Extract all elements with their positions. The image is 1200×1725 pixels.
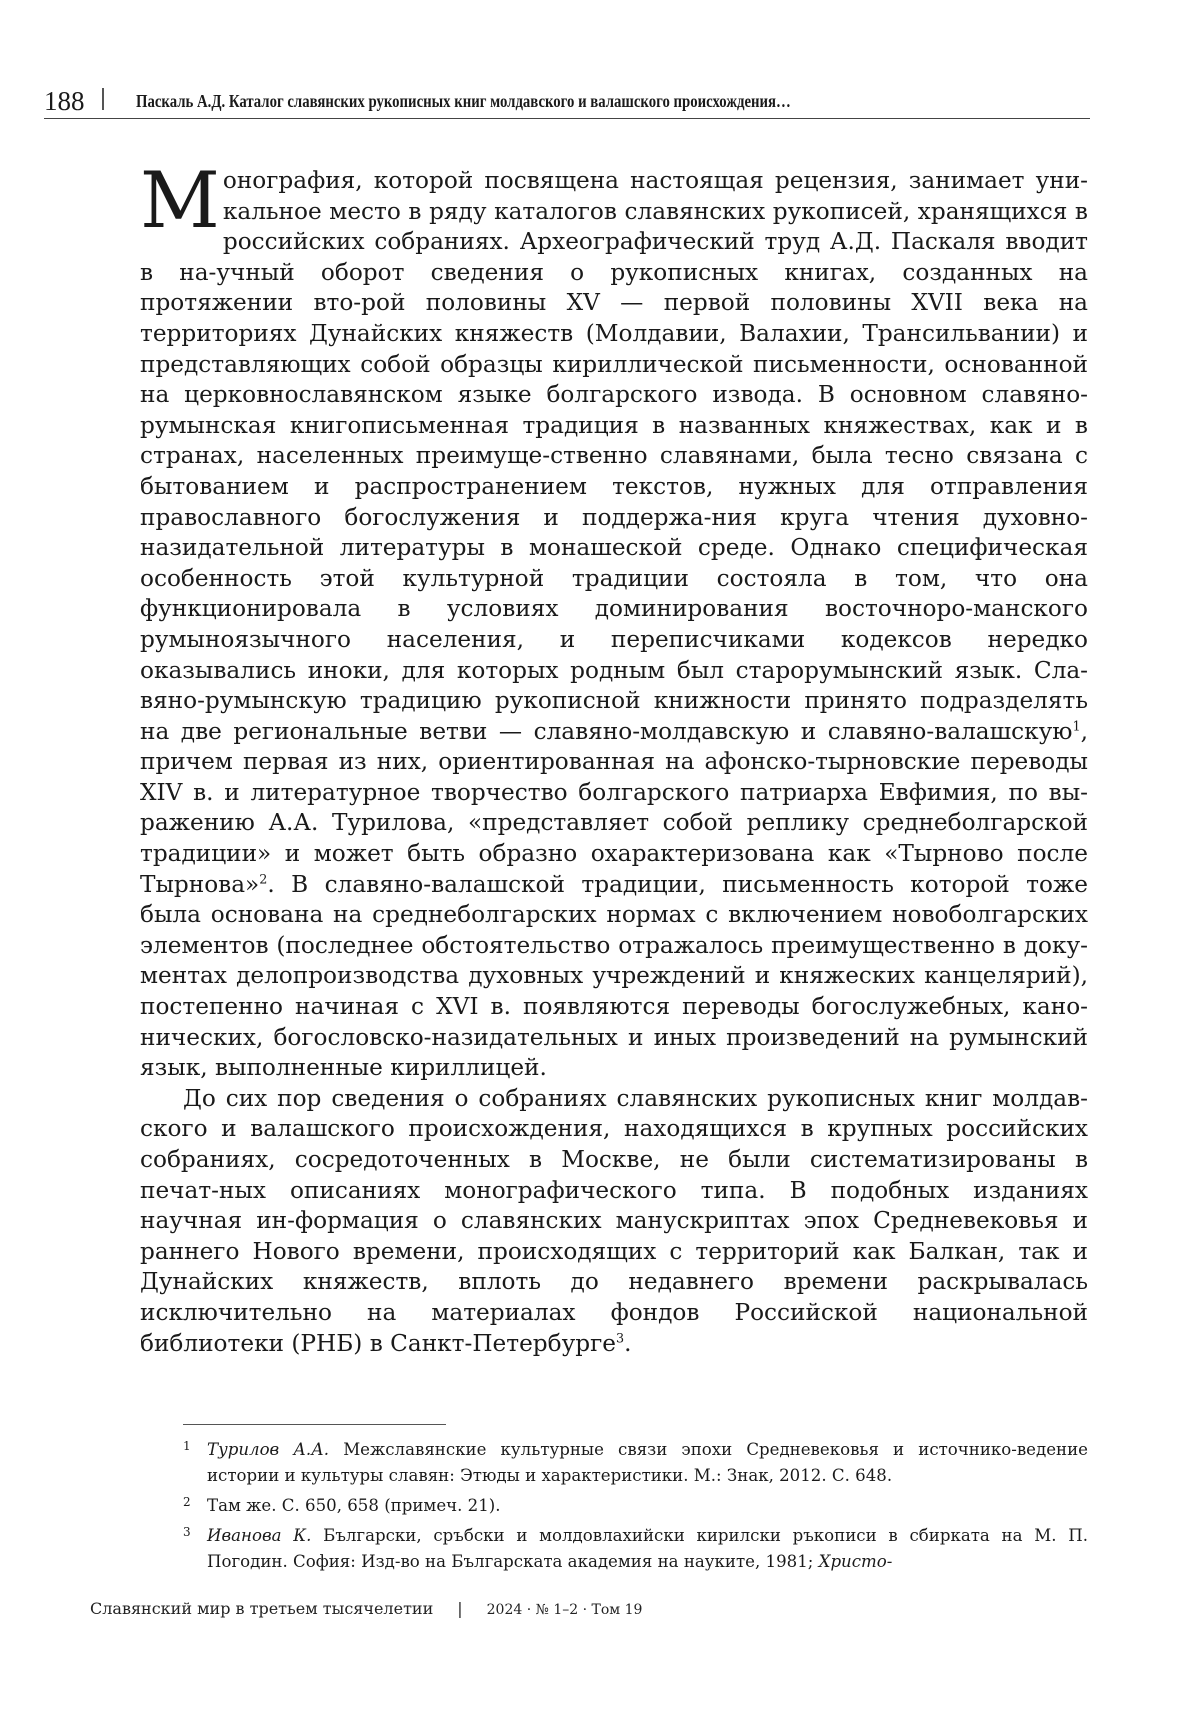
paragraph-1-text-a: онография, которой посвящена настоящая рецензия, занимает уни-кальное место в ряду каталогов славянских рукописей, хранящихся в российских собраниях. Археографический труд А.Д. Паскаля вводит в на-учный оборот сведения о рукописных книгах, созданных на протяжении вто-рой половины XV — первой половины XVII века на территориях Дунайских княжеств (Молдавии, Валахии, Трансильвании) и представляющих собой образцы кириллической письменности, основанной на церковнославянском языке болгарского извода. В основном славяно-румынская книгописьменная традиция в названных княжествах, как и в странах, населенных преимуще-ственно славянами, была тесно связана с бытованием и распространением текстов, нужных для отправления православного богослужения и поддержа-ния круга чтения духовно-назидательной литературы в монашеской среде. Однако специфическая особенность этой культурной традиции состояла в том, что она функционировала в условиях доминирования восточноро-манского румыноязычного населения, и переписчиками кодексов нередко оказывались иноки, для которых родным был старорумынский язык. Сла-вяно-румынскую традицию рукописной книжности принято подразделять на две региональные ветви — славяно-молдавскую и славяно-валашскую (140, 167, 1088, 745)
page-number: 188 (44, 86, 85, 116)
paragraph-1 (140, 156, 1088, 1084)
footnote-ref-2[interactable]: 2 (259, 871, 268, 887)
running-title: Паскаль А.Д. Каталог славянских рукописных книг молдавского и валашского происхождения… (136, 91, 791, 111)
paragraph-1-text-c: . В славяно-валашской традиции, письменность которой тоже была основана на среднеболгарских нормах с включением новоболгарских элементов (последнее обстоятельство отражалось преимущественно в доку-ментах делопроизводства духовных учреждений и княжеских канцелярий), постепенно начиная с XVI в. появляются переводы богослужебных, кано-нических, богословско-назидательных и иных произведений на румынский язык, выполненные кириллицей. (140, 870, 1088, 1082)
footnote-author: Турилов А.А. (207, 1440, 330, 1459)
footnote-number: 2 (183, 1495, 191, 1509)
footnotes (183, 1437, 1088, 1579)
footnote-text: Там же. С. 650, 658 (примеч. 21). (207, 1496, 501, 1515)
header-divider (102, 88, 104, 110)
footnote-2 (183, 1493, 1088, 1519)
drop-cap: М (140, 156, 220, 246)
paragraph-2-end: . (624, 1329, 632, 1357)
article-body (140, 156, 1088, 1359)
footnote-text: Български, сръбски и молдовлахийски кирилски ръкописи в сбирката на М. П. Погодин. София: Изд-во на Българската академия на науките, 1981; (207, 1526, 1088, 1571)
footnote-3 (183, 1523, 1088, 1575)
footnote-divider (183, 1424, 446, 1425)
issue-info: 2024 · № 1–2 · Том 19 (486, 1602, 643, 1618)
footnote-text: Межславянские культурные связи эпохи Средневековья и источнико-ведение истории и культуры славян: Этюды и характеристики. М.: Знак, 2012. С. 648. (207, 1440, 1088, 1485)
footnote-author: Иванова К. (207, 1526, 312, 1545)
paragraph-1-text-b: , причем первая из них, ориентированная на афонско-тырновские переводы XIV в. и литературное творчество болгарского патриарха Евфимия, по вы-ражению А.А. Турилова, «представляет собой реплику среднеболгарской традиции» и может быть образно охарактеризована как «Тырново после Тырнова» (140, 717, 1088, 898)
footnote-number: 3 (183, 1525, 191, 1539)
paragraph-2-text: До сих пор сведения о собраниях славянских рукописных книг молдав-ского и валашского происхождения, находящихся в крупных российских собраниях, сосредоточенных в Москве, не были систематизированы в печат-ных описаниях монографического типа. В подобных изданиях научная ин-формация о славянских манускриптах эпох Средневековья и раннего Нового времени, происходящих с территорий как Балкан, так и Дунайских княжеств, вплоть до недавнего времени раскрывалась исключительно на материалах фондов Российской национальной библиотеки (РНБ) в Санкт-Петербурге (140, 1084, 1088, 1357)
running-head (44, 84, 1090, 119)
paragraph-2 (140, 1084, 1088, 1359)
footer-separator: | (457, 1599, 463, 1618)
footnote-number: 1 (183, 1439, 191, 1453)
footnote-ref-3[interactable]: 3 (615, 1330, 625, 1346)
footnote-1 (183, 1437, 1088, 1489)
page-footer (90, 1598, 642, 1621)
footnote-tail: Христо- (818, 1552, 893, 1571)
footnote-ref-1[interactable]: 1 (1072, 718, 1081, 734)
journal-title: Славянский мир в третьем тысячелетии (90, 1599, 434, 1618)
